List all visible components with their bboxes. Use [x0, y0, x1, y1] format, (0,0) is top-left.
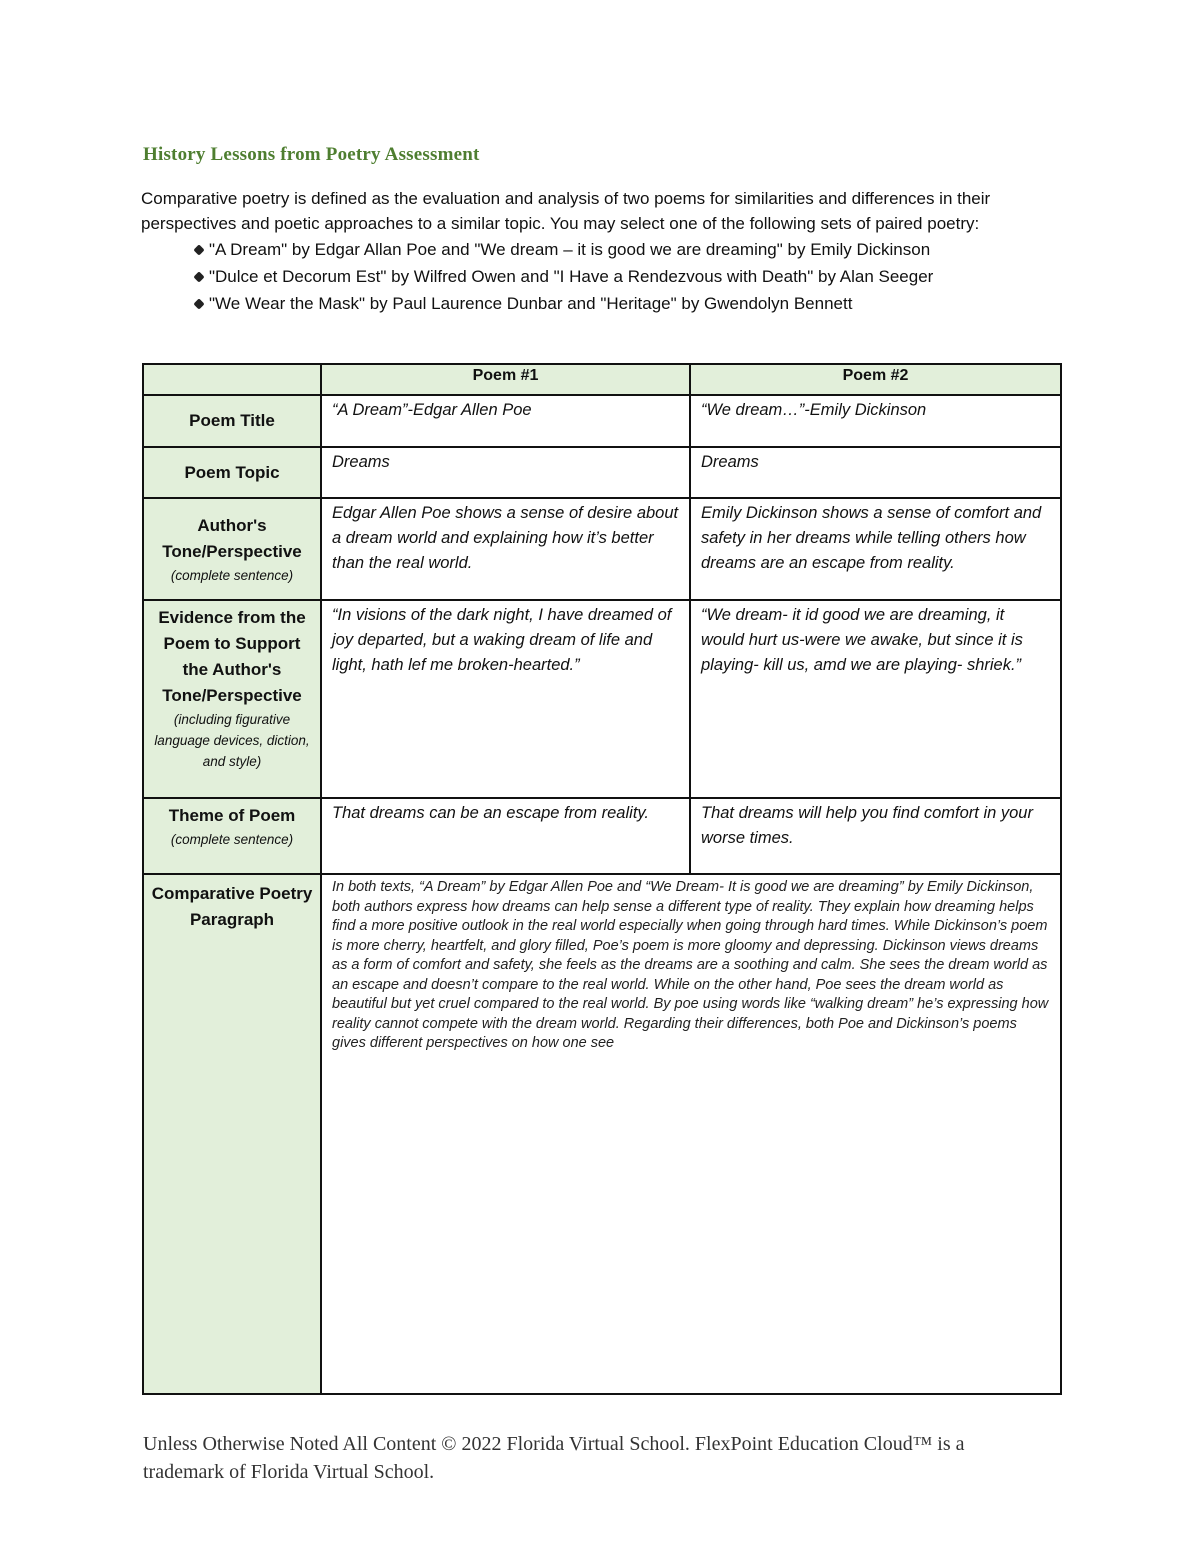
comparison-table — [142, 363, 1062, 1395]
poem1-tone-cell[interactable]: Edgar Allen Poe shows a sense of desire about a dream world and explaining how it’s better than the real world. — [321, 498, 690, 600]
row-label-text: Evidence from the Poem to Support the Author's Tone/Perspective — [158, 608, 306, 705]
row-label-tone — [143, 498, 321, 600]
table-row — [143, 600, 1061, 798]
header-cell-blank — [143, 364, 321, 395]
row-label-paragraph — [143, 874, 321, 1394]
row-label-evidence — [143, 600, 321, 798]
poem2-evidence-cell[interactable]: “We dream- it id good we are dreaming, it would hurt us-were we awake, but since it is playing- kill us, amd we are playing- shriek.” — [690, 600, 1061, 798]
row-label-hint: (including figurative language devices, diction, and style) — [154, 712, 310, 769]
list-item-text: "A Dream" by Edgar Allan Poe and "We dream – it is good we are dreaming" by Emily Dickinson — [209, 240, 931, 259]
poem1-theme-cell[interactable]: That dreams can be an escape from reality. — [321, 798, 690, 874]
row-label-text: Author's Tone/Perspective — [162, 515, 302, 561]
table-row — [143, 447, 1061, 498]
row-label-text: Poem Topic — [184, 462, 280, 482]
list-item-text: "We Wear the Mask" by Paul Laurence Dunbar and "Heritage" by Gwendolyn Bennett — [209, 294, 853, 313]
list-item — [195, 290, 1061, 317]
poem2-tone-cell[interactable]: Emily Dickinson shows a sense of comfort and safety in her dreams while telling others how dreams are an escape from reality. — [690, 498, 1061, 600]
poem2-topic-cell[interactable]: Dreams — [690, 447, 1061, 498]
list-item — [195, 263, 1061, 290]
bullet-icon — [193, 271, 204, 282]
table-row — [143, 395, 1061, 447]
bullet-icon — [193, 244, 204, 255]
row-label-theme — [143, 798, 321, 874]
poem1-topic-cell[interactable]: Dreams — [321, 447, 690, 498]
intro-paragraph: Comparative poetry is defined as the evaluation and analysis of two poems for similarities and differences in their perspectives and poetic approaches to a similar topic. You may select one of the following sets of paired poetry: — [141, 189, 991, 233]
comparative-paragraph-cell[interactable]: In both texts, “A Dream” by Edgar Allen Poe and “We Dream- It is good we are dreaming” by Emily Dickinson, both authors express how dreams can help sense a different type of reality. They explain how dreaming helps find a more positive outlook in the real world especially when going through hard times. While Dickinson’s poem is more cherry, heartfelt, and glory filled, Poe’s poem is more gloomy and depressing. Dickinson views dreams as a form of comfort and safety, she feels as the dreams are a soothing and calm. She sees the dream world as an escape and doesn’t compare to the real world. While on the other hand, Poe sees the dream world as beautiful but yet cruel compared to the real world. By poe using words like “walking dream” he’s expressing how reality cannot compete with the dream world. Regarding their differences, both Poe and Dickinson’s poems gives different perspectives on how one see — [321, 874, 1061, 1394]
row-label-text: Poem Title — [189, 411, 275, 430]
poem1-title-cell[interactable]: “A Dream”-Edgar Allen Poe — [321, 395, 690, 447]
poem2-theme-cell[interactable]: That dreams will help you find comfort in your worse times. — [690, 798, 1061, 874]
header-poem-2: Poem #2 — [690, 364, 1061, 395]
table-header-row — [143, 364, 1061, 395]
row-label-hint: (complete sentence) — [170, 567, 294, 583]
poem1-evidence-cell[interactable]: “In visions of the dark night, I have dreamed of joy departed, but a waking dream of life and light, hath lef me broken-hearted.” — [321, 600, 690, 798]
row-label-poem-topic — [143, 447, 321, 498]
row-label-text: Theme of Poem — [168, 806, 296, 825]
row-label-poem-title — [143, 395, 321, 447]
table-row — [143, 874, 1061, 1394]
copyright-footer: Unless Otherwise Noted All Content © 2022 Florida Virtual School. FlexPoint Education Cloud™ is a trademark of Florida Virtual School. — [143, 1433, 965, 1483]
table-row — [143, 498, 1061, 600]
bullet-icon — [193, 298, 204, 309]
list-item-text: "Dulce et Decorum Est" by Wilfred Owen and "I Have a Rendezvous with Death" by Alan Seeger — [209, 267, 934, 286]
poem2-title-cell[interactable]: “We dream…”-Emily Dickinson — [690, 395, 1061, 447]
row-label-hint: (complete sentence) — [170, 832, 294, 847]
intro-section — [141, 186, 1061, 317]
poem-pair-list — [141, 236, 1061, 317]
header-poem-1: Poem #1 — [321, 364, 690, 395]
page-title: History Lessons from Poetry Assessment — [143, 144, 480, 165]
table-row — [143, 798, 1061, 874]
list-item — [195, 236, 1061, 263]
row-label-text: Comparative Poetry Paragraph — [151, 884, 313, 929]
